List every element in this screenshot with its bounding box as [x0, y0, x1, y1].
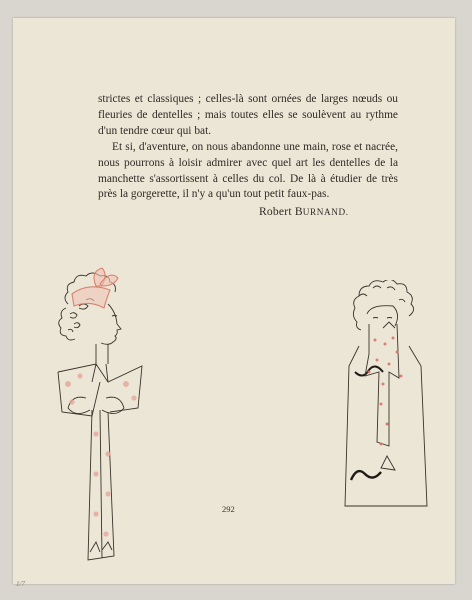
page-sheet — [13, 18, 455, 588]
lady-with-scarf-illustration — [343, 280, 433, 510]
signature-first: Robert — [259, 205, 295, 218]
corner-pencil-note: 1/7 — [16, 580, 25, 588]
body-text — [98, 92, 398, 203]
paragraph-1: strictes et classiques ; celles-là sont ornées de larges nœuds ou fleuries de dentelles ; mais toutes elles se soulèvent au rythme d'un tendre cœur qui bat. — [98, 93, 398, 137]
author-signature — [259, 205, 349, 218]
page-number: 292 — [222, 504, 235, 514]
paragraph-2: Et si, d'aventure, on nous abandonne une main, rose et nacrée, nous pourrons à loisir admirer avec quel art les dentelles de la manchette s'assortissent à celles du col. De là à étudier de très près la gorgerette, il n'y a qu'un tout petit faux-pas. — [98, 140, 398, 201]
signature-rest: URNAND. — [302, 207, 349, 217]
signature-initial: B — [294, 205, 303, 218]
lady-with-bow-illustration — [38, 264, 148, 564]
